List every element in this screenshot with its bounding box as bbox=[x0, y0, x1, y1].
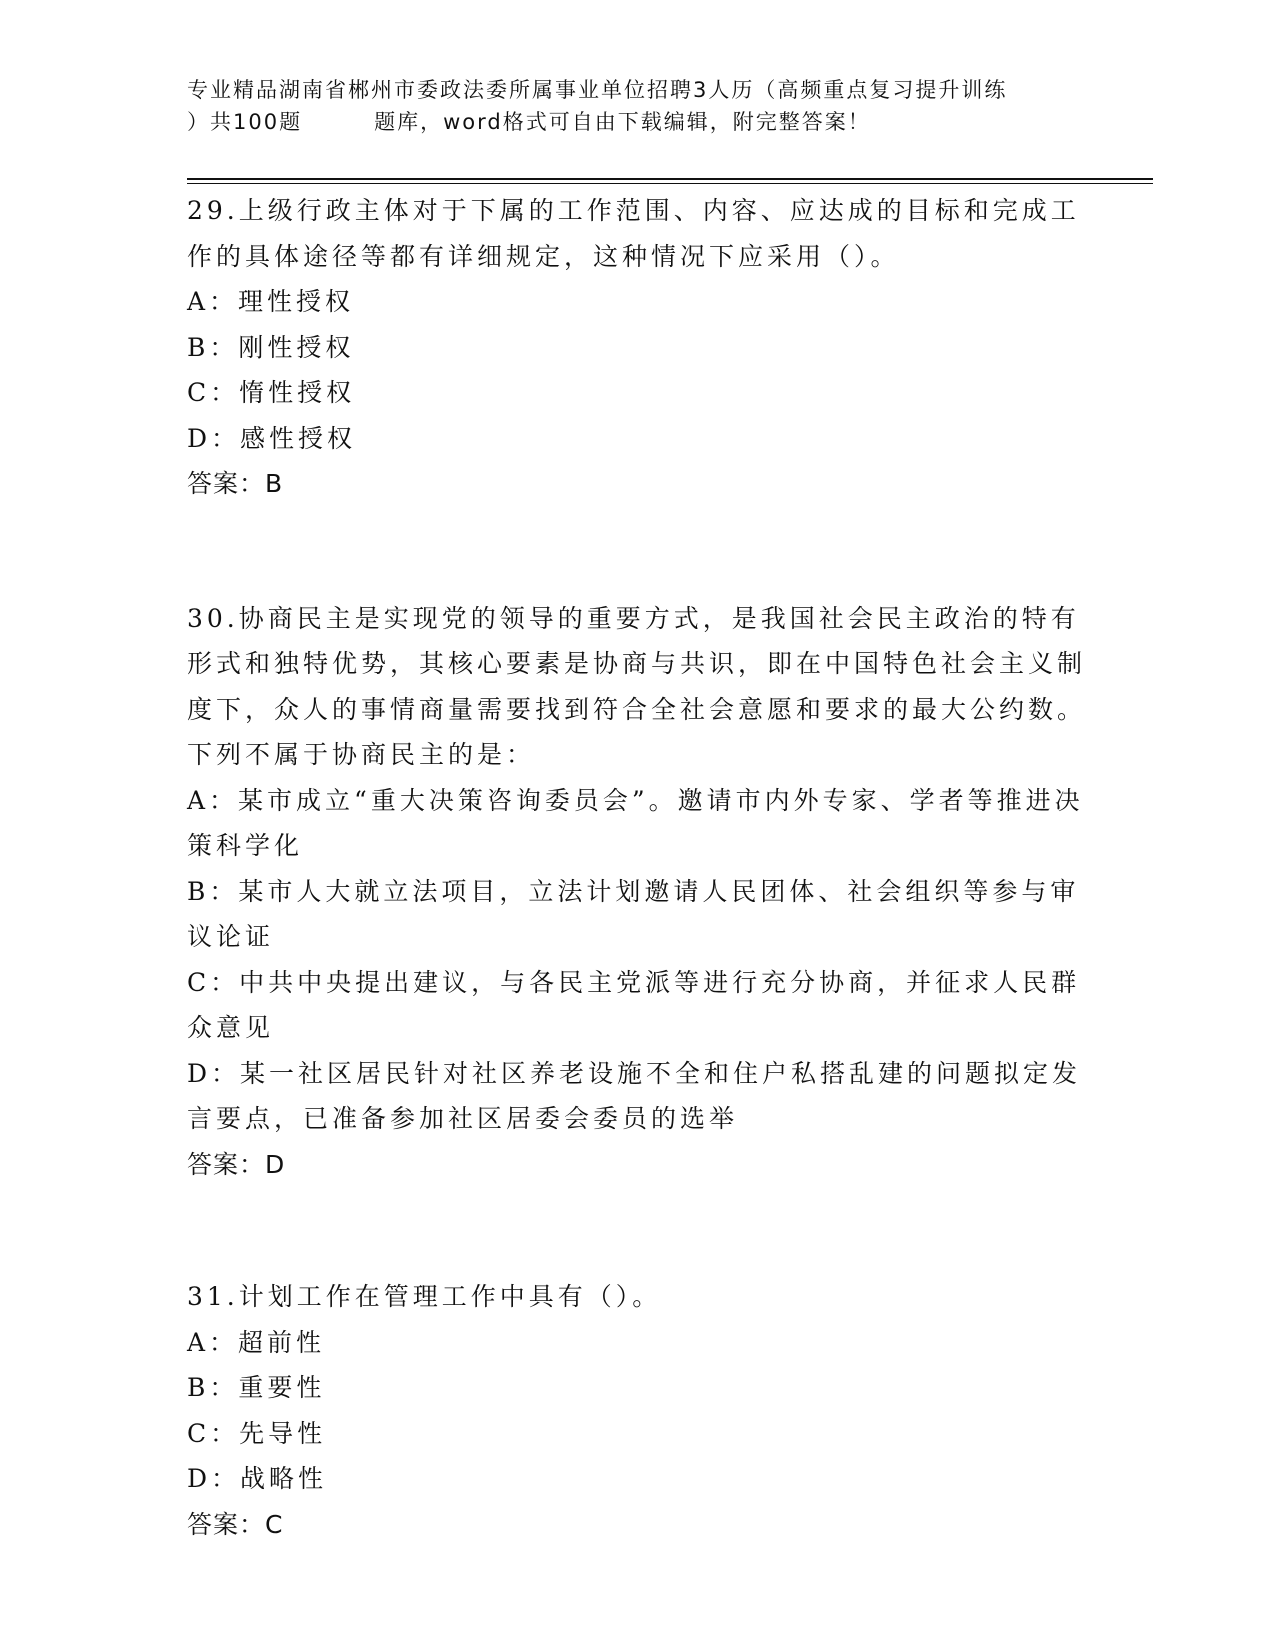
header-line-2 bbox=[187, 106, 1087, 138]
question-spacer bbox=[187, 1187, 1087, 1274]
option-a: A：理性授权 bbox=[187, 287, 355, 316]
answer-label: 答案：B bbox=[187, 469, 284, 498]
option-c: C：中共中央提出建议，与各民主党派等进行充分协商，并征求人民群众意见 bbox=[187, 967, 1081, 1042]
option-d: D：感性授权 bbox=[187, 423, 357, 453]
option-c: C：惰性授权 bbox=[187, 378, 356, 407]
option-a: A：超前性 bbox=[187, 1327, 326, 1357]
document-header bbox=[187, 74, 1087, 138]
option-b: B：某市人大就立法项目，立法计划邀请人民团体、社会组织等参与审议论证 bbox=[187, 876, 1080, 951]
header-divider-thin bbox=[187, 183, 1153, 184]
option-b: B：重要性 bbox=[187, 1373, 326, 1402]
question-stem: 31.计划工作在管理工作中具有（）。 bbox=[187, 1282, 662, 1311]
option-c: C：先导性 bbox=[187, 1418, 327, 1448]
header-line-2-part-1: ）共100题 bbox=[187, 110, 303, 134]
question-stem: 30.协商民主是实现党的领导的重要方式，是我国社会民主政治的特有形式和独特优势，其核心要素是协商与共识，即在中国特色社会主义制度下，众人的事情商量需要找到符合全社会意愿和要求的最大公约数。下列不属于协商民主的是： bbox=[187, 603, 1087, 769]
option-d: D：某一社区居民针对社区养老设施不全和住户私搭乱建的问题拟定发言要点，已准备参加社区居委会委员的选举 bbox=[187, 1058, 1082, 1133]
question-stem: 29.上级行政主体对于下属的工作范围、内容、应达成的目标和完成工作的具体途径等都有详细规定，这种情况下应采用（）。 bbox=[187, 196, 1080, 271]
option-d: D：战略性 bbox=[187, 1464, 328, 1493]
option-b: B：刚性授权 bbox=[187, 332, 355, 362]
option-a: A：某市成立“重大决策咨询委员会”。邀请市内外专家、学者等推进决策科学化 bbox=[187, 785, 1084, 860]
question-list bbox=[187, 188, 1087, 1547]
answer-label: 答案：D bbox=[187, 1149, 286, 1179]
question-spacer bbox=[187, 507, 1087, 596]
header-line-1: 专业精品湖南省郴州市委政法委所属事业单位招聘3人历（高频重点复习提升训练 bbox=[187, 78, 1008, 102]
question-30 bbox=[187, 596, 1087, 1188]
answer-label: 答案：C bbox=[187, 1509, 284, 1539]
header-divider-thick bbox=[187, 178, 1153, 180]
header-line-2-part-2: 题库，word格式可自由下载编辑，附完整答案！ bbox=[374, 110, 871, 134]
question-29 bbox=[187, 188, 1087, 507]
question-31 bbox=[187, 1274, 1087, 1547]
